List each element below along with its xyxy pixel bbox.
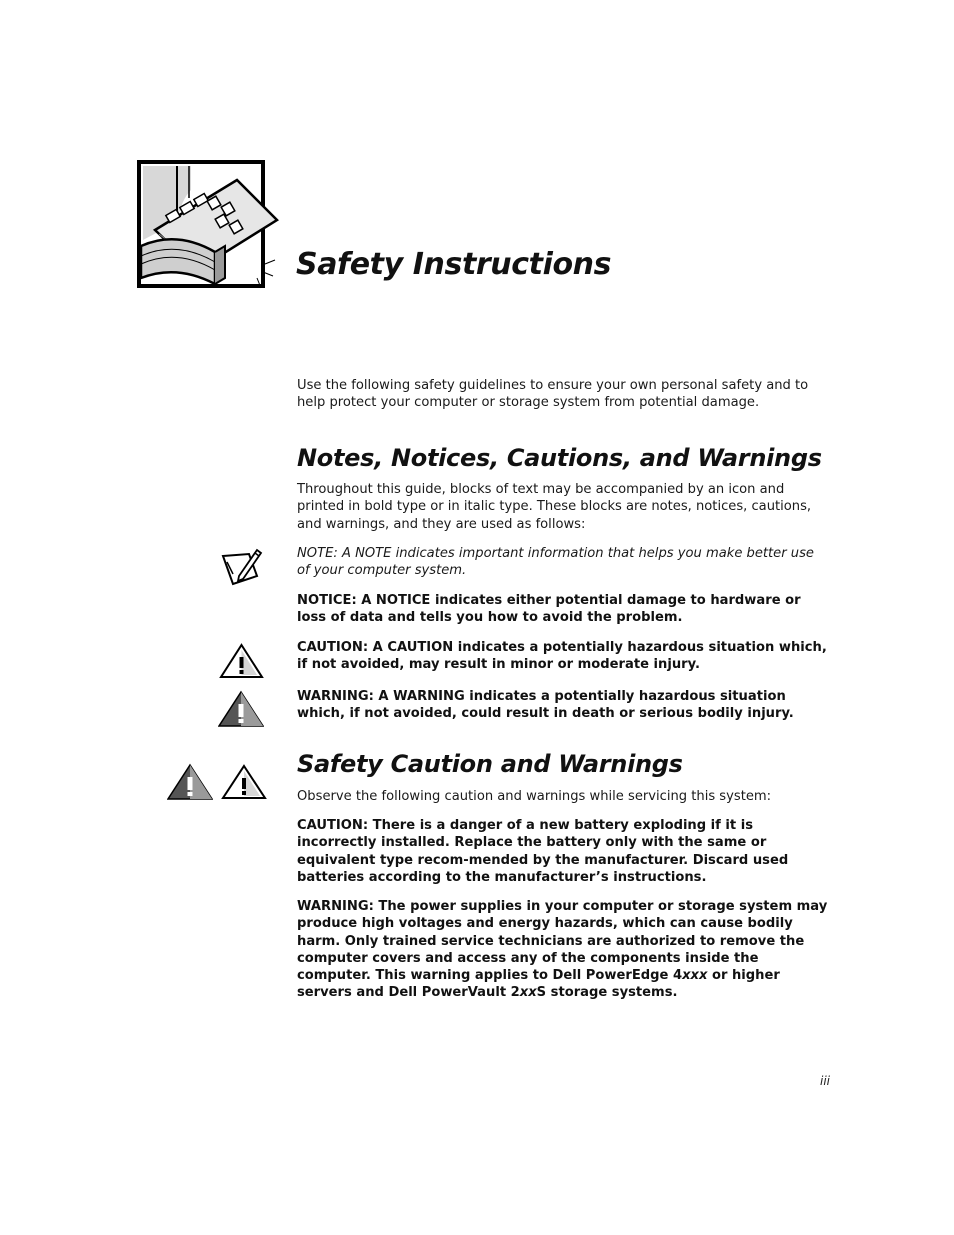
notes-section-heading: Notes, Notices, Cautions, and Warnings xyxy=(297,444,822,472)
notes-section-body: Throughout this guide, blocks of text may be accompanied by an icon and printed in bold type or in italic type. These blocks are notes, notices, cautions, and warnings, and they are used as follows: xyxy=(297,482,812,532)
note-text: NOTE: A NOTE indicates important information that helps you make better use of your computer system. xyxy=(297,546,814,579)
caution-text: CAUTION: A CAUTION indicates a potentially hazardous situation which, if not avoided, may result in minor or moderate injury. xyxy=(297,640,827,673)
page-number: iii xyxy=(819,1074,830,1088)
model-variable-text: xx xyxy=(519,985,537,1001)
warning-tail-text: S storage systems. xyxy=(536,985,678,1001)
page-title: Safety Instructions xyxy=(296,247,612,282)
warning-mid-text: or higher servers and Dell PowerVault 2 xyxy=(297,968,780,1001)
observe-paragraph: Observe the following caution and warnings while servicing this system: xyxy=(297,789,772,804)
safety-section-heading: Safety Caution and Warnings xyxy=(297,750,683,778)
caution-icon xyxy=(221,763,267,801)
warning-icon xyxy=(218,690,264,728)
caution-icon xyxy=(219,642,264,680)
warning-lead-text: WARNING: The power supplies in your computer or storage system may produce high voltages and energy hazards, which can cause bodily harm. Only trained service technicians are authorized to remove the computer covers and access any of the components inside the computer. This warning applies to Dell PowerEdge 4 xyxy=(297,899,828,984)
model-variable-text: xxx xyxy=(682,968,708,984)
power-supply-warning-text xyxy=(297,898,832,1002)
notice-text: NOTICE: A NOTICE indicates either potential damage to hardware or loss of data and tells you how to avoid the problem. xyxy=(297,593,801,626)
pencil-note-icon xyxy=(219,546,263,586)
warning-icon xyxy=(167,763,213,801)
battery-caution-text: CAUTION: There is a danger of a new battery exploding if it is incorrectly installed. Replace the battery only with the same or equivalent type recom-mended by the manufacturer. Discard used batteries according to the manufacturer’s instructions. xyxy=(297,818,789,885)
warning-text: WARNING: A WARNING indicates a potentially hazardous situation which, if not avoided, could result in death or serious bodily injury. xyxy=(297,689,794,722)
intro-paragraph: Use the following safety guidelines to ensure your own personal safety and to help protect your computer or storage system from potential damage. xyxy=(297,378,809,411)
chapter-art-icon xyxy=(137,160,279,292)
